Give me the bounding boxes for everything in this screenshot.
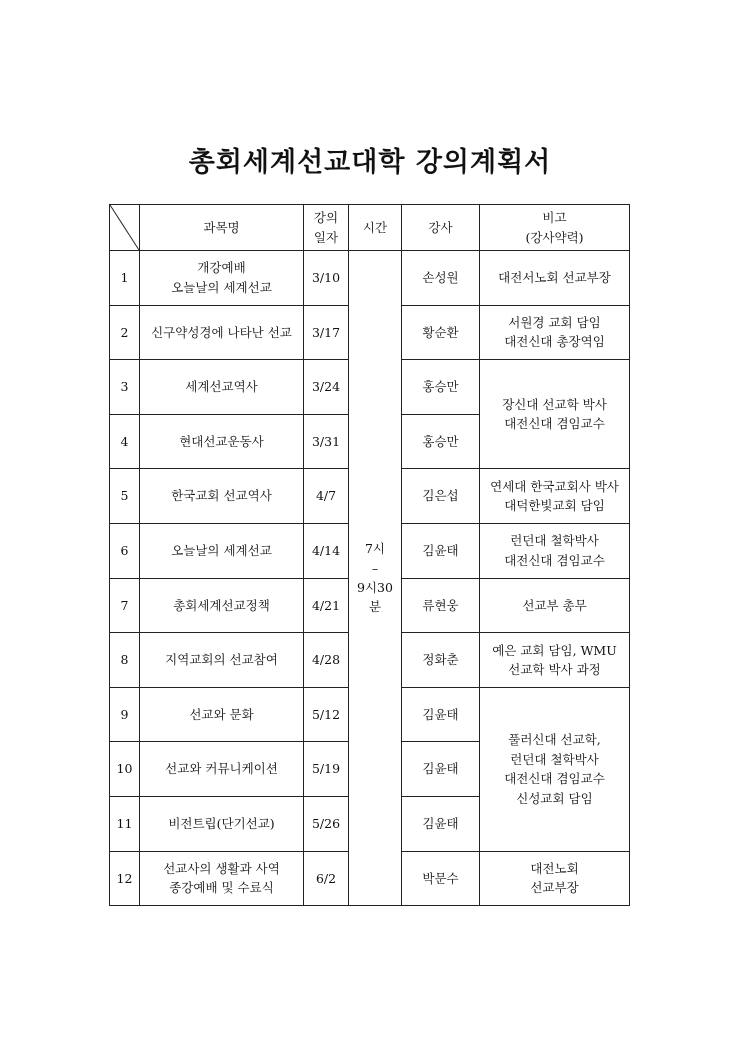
row-subject: 한국교회 선교역사 <box>140 469 304 524</box>
row-note <box>480 251 630 306</box>
row-number: 8 <box>110 633 140 688</box>
header-time: 시간 <box>349 205 402 251</box>
row-note <box>480 360 630 469</box>
row-subject: 선교와 문화 <box>140 687 304 742</box>
note-line: 신성교회 담임 <box>516 790 593 806</box>
note-line: 대전신대 겸임교수 <box>504 552 605 568</box>
row-date: 5/26 <box>304 796 349 851</box>
header-note <box>480 205 630 251</box>
time-cell <box>349 251 402 906</box>
note-line: 장신대 선교학 박사 <box>502 396 607 412</box>
row-date: 5/19 <box>304 742 349 797</box>
subject-line: 선교사의 생활과 사역 <box>163 860 280 876</box>
row-date: 4/14 <box>304 523 349 578</box>
note-line: 연세대 한국교회사 박사 <box>490 478 619 494</box>
row-note <box>480 851 630 906</box>
note-line: 런던대 철학박사 <box>510 751 599 767</box>
subject-line: 오늘날의 세계선교 <box>171 279 272 295</box>
row-number: 11 <box>110 796 140 851</box>
row-number: 12 <box>110 851 140 906</box>
diagonal-line <box>110 205 139 250</box>
lecture-plan-table <box>109 204 630 906</box>
row-date: 4/28 <box>304 633 349 688</box>
time-line: – <box>371 560 379 576</box>
note-line: 선교부장 <box>530 880 579 896</box>
row-note <box>480 305 630 360</box>
row-lecturer: 김은섭 <box>402 469 480 524</box>
row-subject: 비전트립(단기선교) <box>140 796 304 851</box>
row-lecturer: 김윤태 <box>402 742 480 797</box>
page-title: 총회세계선교대학 강의계획서 <box>188 147 552 178</box>
row-date: 3/17 <box>304 305 349 360</box>
row-lecturer: 김윤태 <box>402 523 480 578</box>
note-line: 풀러신대 선교학, <box>508 732 601 748</box>
note-line: 서원경 교회 담임 <box>508 315 601 331</box>
note-line: 대전신대 겸임교수 <box>504 416 605 432</box>
row-lecturer: 정화춘 <box>402 633 480 688</box>
row-lecturer: 박문수 <box>402 851 480 906</box>
row-date: 4/7 <box>304 469 349 524</box>
note-line: 대전서노회 선교부장 <box>498 270 611 286</box>
row-date: 5/12 <box>304 687 349 742</box>
row-note <box>480 469 630 524</box>
note-line: 대전신대 총장역임 <box>504 334 605 350</box>
header-note-line1: 비고 <box>542 210 567 226</box>
row-note <box>480 578 630 633</box>
header-note-line2: (강사약력) <box>525 229 584 245</box>
subject-line: 종강예배 및 수료식 <box>169 880 274 896</box>
row-note <box>480 687 630 851</box>
row-date: 6/2 <box>304 851 349 906</box>
note-line: 런던대 철학박사 <box>510 533 599 549</box>
row-date: 3/31 <box>304 414 349 469</box>
row-number: 1 <box>110 251 140 306</box>
row-lecturer: 김윤태 <box>402 687 480 742</box>
row-lecturer: 김윤태 <box>402 796 480 851</box>
row-subject: 총회세계선교정책 <box>140 578 304 633</box>
row-subject <box>140 251 304 306</box>
row-number: 10 <box>110 742 140 797</box>
row-number: 4 <box>110 414 140 469</box>
row-number: 3 <box>110 360 140 415</box>
row-number: 2 <box>110 305 140 360</box>
row-number: 6 <box>110 523 140 578</box>
row-date: 4/21 <box>304 578 349 633</box>
row-number: 7 <box>110 578 140 633</box>
diagonal-corner-cell <box>110 205 140 251</box>
row-number: 9 <box>110 687 140 742</box>
header-lecturer: 강사 <box>402 205 480 251</box>
header-subject: 과목명 <box>140 205 304 251</box>
note-line: 선교부 총무 <box>522 597 587 613</box>
row-date: 3/24 <box>304 360 349 415</box>
header-date-line1: 강의 <box>313 210 339 226</box>
row-subject: 신구약성경에 나타난 선교 <box>140 305 304 360</box>
time-line: 9시30 <box>357 580 393 596</box>
header-date-line2: 일자 <box>313 229 339 245</box>
table-row <box>110 251 630 306</box>
row-number: 5 <box>110 469 140 524</box>
note-line: 대전노회 <box>530 860 579 876</box>
note-line: 예은 교회 담임, WMU <box>492 642 617 658</box>
time-line: 7시 <box>364 541 386 557</box>
note-line: 대덕한빛교회 담임 <box>504 498 605 514</box>
header-date <box>304 205 349 251</box>
row-lecturer: 홍승만 <box>402 414 480 469</box>
note-line: 대전신대 겸임교수 <box>504 771 605 787</box>
row-subject <box>140 851 304 906</box>
note-line: 선교학 박사 과정 <box>508 661 601 677</box>
row-lecturer: 홍승만 <box>402 360 480 415</box>
row-subject: 선교와 커뮤니케이션 <box>140 742 304 797</box>
row-subject: 세계선교역사 <box>140 360 304 415</box>
row-subject: 지역교회의 선교참여 <box>140 633 304 688</box>
row-subject: 오늘날의 세계선교 <box>140 523 304 578</box>
row-note <box>480 523 630 578</box>
row-note <box>480 633 630 688</box>
header-row <box>110 205 630 251</box>
row-lecturer: 류현웅 <box>402 578 480 633</box>
row-date: 3/10 <box>304 251 349 306</box>
row-lecturer: 황순환 <box>402 305 480 360</box>
subject-line: 개강예배 <box>197 260 246 276</box>
row-subject: 현대선교운동사 <box>140 414 304 469</box>
time-line: 분 <box>368 599 382 615</box>
row-lecturer: 손성원 <box>402 251 480 306</box>
